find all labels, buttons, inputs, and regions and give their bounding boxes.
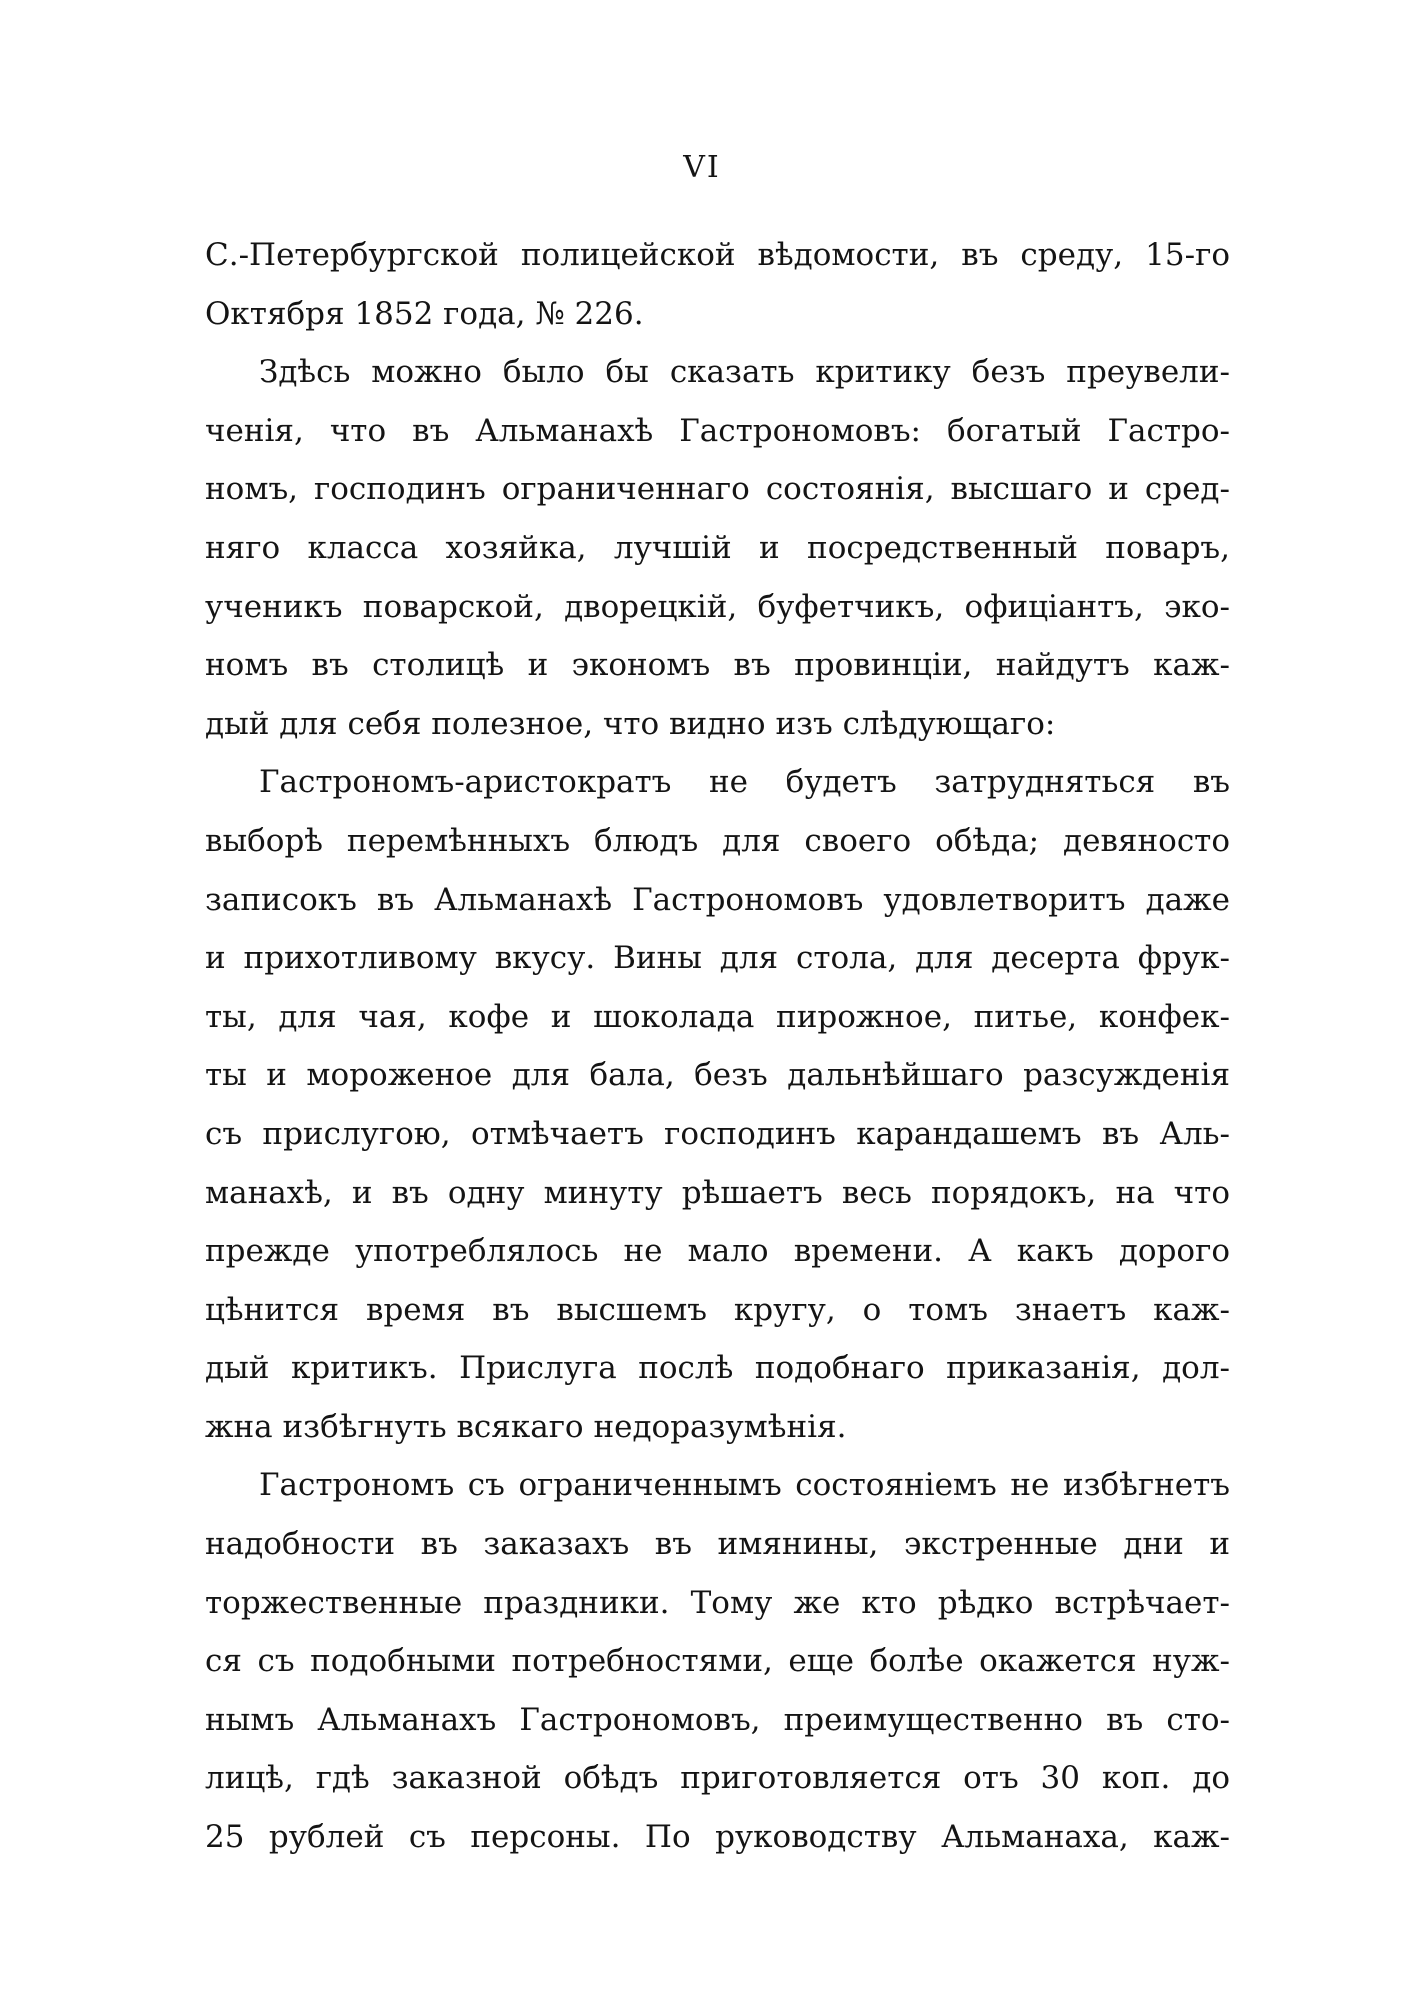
text-line: ученикъ поварской, дворецкій, буфетчикъ, офиціантъ, эко- <box>205 588 1230 625</box>
text-line: нымъ Альманахъ Гастрономовъ, преимущественно въ сто- <box>205 1701 1230 1738</box>
text-line: номъ, господинъ ограниченнаго состоянія, высшаго и сред- <box>205 471 1230 508</box>
text-line: ты, для чая, кофе и шоколада пирожное, питье, конфек- <box>205 998 1230 1035</box>
paragraph <box>205 1456 1230 1866</box>
text-line: надобности въ заказахъ въ имянины, экстренные дни и <box>205 1526 1230 1563</box>
page-number: VI <box>683 150 721 185</box>
text-line: Здѣсь можно было бы сказать критику безъ преувели- <box>259 354 1230 391</box>
text-line: Гастрономъ-аристократъ не будетъ затрудняться въ <box>259 764 1230 801</box>
body-text <box>205 226 1230 1867</box>
text-line: лицѣ, гдѣ заказной обѣдъ приготовляется отъ 30 коп. до <box>205 1760 1230 1797</box>
paragraph <box>205 226 1230 343</box>
text-line: номъ въ столицѣ и экономъ въ провинціи, найдутъ каж- <box>205 647 1230 684</box>
text-line: записокъ въ Альманахѣ Гастрономовъ удовлетворитъ даже <box>205 881 1230 918</box>
paragraph <box>205 753 1230 1456</box>
text-line: цѣнится время въ высшемъ кругу, о томъ знаетъ каж- <box>205 1291 1230 1328</box>
text-line: ченія, что въ Альманахѣ Гастрономовъ: богатый Гастро- <box>205 412 1230 449</box>
text-line: няго класса хозяйка, лучшій и посредственный поваръ, <box>205 529 1230 566</box>
paragraph <box>205 343 1230 753</box>
text-line: дый для себя полезное, что видно изъ слѣдующаго: <box>205 705 1056 742</box>
text-line: Октября 1852 года, № 226. <box>205 295 644 332</box>
text-line: Гастрономъ съ ограниченнымъ состояніемъ не избѣгнетъ <box>259 1467 1230 1504</box>
text-line: съ прислугою, отмѣчаетъ господинъ карандашемъ въ Аль- <box>205 1115 1230 1152</box>
text-line: выборѣ перемѣнныхъ блюдъ для своего обѣда; девяносто <box>205 822 1230 859</box>
text-line: жна избѣгнуть всякаго недоразумѣнія. <box>205 1408 847 1445</box>
text-line: манахѣ, и въ одну минуту рѣшаетъ весь порядокъ, на что <box>205 1174 1230 1211</box>
text-line: прежде употреблялось не мало времени. А какъ дорого <box>205 1233 1230 1270</box>
text-line: С.-Петербургской полицейской вѣдомости, въ среду, 15-го <box>205 237 1230 273</box>
text-line: ты и мороженое для бала, безъ дальнѣйшаго разсужденія <box>205 1057 1230 1094</box>
text-line: 25 рублей съ персоны. По руководству Альманаха, каж- <box>205 1819 1230 1856</box>
text-line: дый критикъ. Прислуга послѣ подобнаго приказанія, дол- <box>205 1350 1230 1387</box>
text-line: ся съ подобными потребностями, еще болѣе окажется нуж- <box>205 1643 1230 1680</box>
text-line: и прихотливому вкусу. Вины для стола, для десерта фрук- <box>205 940 1230 977</box>
text-line: торжественные праздники. Тому же кто рѣдко встрѣчает- <box>205 1584 1230 1621</box>
